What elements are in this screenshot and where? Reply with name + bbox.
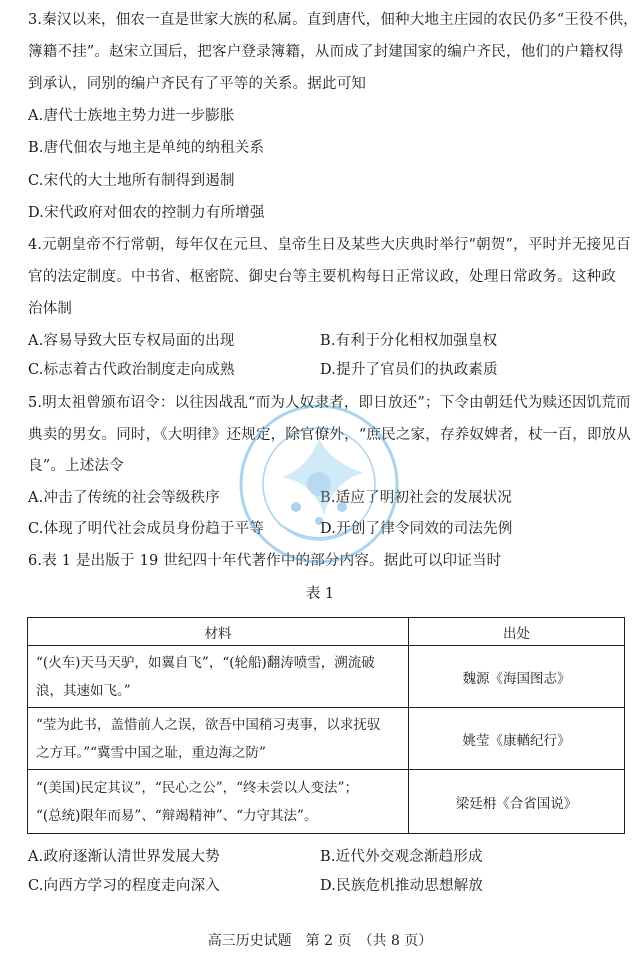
q4-stem-line-2: 官的法定制度。中书省、枢密院、御史台等主要机构每日正常议政，处理日常政务。这种政 [28,269,616,285]
row-3-source: 梁廷枏《合省国说》 [409,770,625,834]
q5-option-a[interactable]: A.冲击了传统的社会等级秩序 [28,490,220,506]
q4-option-d[interactable]: D.提升了官员们的执政素质 [320,362,498,378]
header-material: 材料 [28,618,409,646]
q5-option-c[interactable]: C.体现了明代社会成员身份趋于平等 [28,521,265,537]
q4-option-a[interactable]: A.容易导致大臣专权局面的出现 [28,333,235,349]
row-1-material-line-1: “(火车)天马天驴，如翼自飞”，“(轮船)翻涛喷雪，溯流破 [36,654,375,671]
q6-stem: 6.表 1 是出版于 19 世纪四十年代著作中的部分内容。据此可以印证当时 [28,553,502,569]
row-1-material-line-2: 浪，其速如飞。” [36,682,131,699]
q3-option-c[interactable]: C.宋代的大土地所有制得到遏制 [28,173,235,189]
q5-option-d[interactable]: D.开创了律令同效的司法先例 [320,521,513,537]
table-header-row [28,618,625,646]
row-1-material [28,646,409,708]
materials-table [27,617,625,834]
q3-stem-line-3: 到承认，同别的编户齐民有了平等的关系。据此可知 [28,76,367,92]
q6-option-d[interactable]: D.民族危机推动思想解放 [320,878,484,894]
table-caption: 表 1 [305,586,335,602]
q4-stem-line-3: 治体制 [28,301,73,317]
q4-option-b[interactable]: B.有利于分化相权加强皇权 [320,333,498,349]
q3-option-b[interactable]: B.唐代佃农与地主是单纯的纳租关系 [28,140,265,156]
q5-stem-line-2: 典卖的男女。同时，《大明律》还规定，除官僚外，“庶民之家，存养奴婢者，杖一百，即放从 [28,427,632,443]
table-row [28,646,625,708]
q3-stem-line-1: 3.秦汉以来，佃农一直是世家大族的私属。直到唐代，佃种大地主庄园的农民仍多“王役不供， [28,12,638,28]
row-3-material [28,770,409,834]
row-3-material-line-2: “(总统)限年而易”、“辩竭精神”、“力守其法”。 [36,807,318,824]
q4-stem-line-1: 4.元朝皇帝不行常朝，每年仅在元旦、皇帝生日及某些大庆典时举行“朝贺”，平时并无接见百 [28,237,631,253]
row-3-material-line-1: “(美国)民定其议”，“民心之公”，“终未尝以人变法”； [36,779,358,796]
row-2-material-line-2: 之方耳。”“冀雪中国之耻，重边海之防” [36,744,266,761]
table-row [28,708,625,770]
table-row [28,770,625,834]
q5-stem-line-1: 5.明太祖曾颁布诏令：以往因战乱“而为人奴隶者，即日放还”；下令由朝廷代为赎还因饥荒而 [28,395,631,411]
q3-option-d[interactable]: D.宋代政府对佃农的控制力有所增强 [28,205,265,221]
row-2-source: 姚莹《康輶纪行》 [409,708,625,770]
page-footer: 高三历史试题 第 2 页 （共 8 页） [207,933,433,949]
row-1-source: 魏源《海国图志》 [409,646,625,708]
q5-stem-line-3: 良”。上述法令 [28,458,124,474]
header-source: 出处 [409,618,625,646]
q4-option-c[interactable]: C.标志着古代政治制度走向成熟 [28,362,235,378]
row-2-material-line-1: “莹为此书，盖惜前人之误，欲吾中国稍习夷事，以求抚驭 [36,716,381,733]
q3-stem-line-2: 簿籍不挂”。赵宋立国后，把客户登录簿籍，从而成了封建国家的编户齐民，他们的户籍权得 [28,44,624,60]
watermark-stamp-icon [238,403,400,565]
row-2-material [28,708,409,770]
q6-option-c[interactable]: C.向西方学习的程度走向深入 [28,878,220,894]
q3-option-a[interactable]: A.唐代士族地主势力进一步膨胀 [28,108,235,124]
q5-option-b[interactable]: B.适应了明初社会的发展状况 [320,490,513,506]
q6-option-a[interactable]: A.政府逐渐认清世界发展大势 [28,849,220,865]
q6-option-b[interactable]: B.近代外交观念渐趋形成 [320,849,483,865]
